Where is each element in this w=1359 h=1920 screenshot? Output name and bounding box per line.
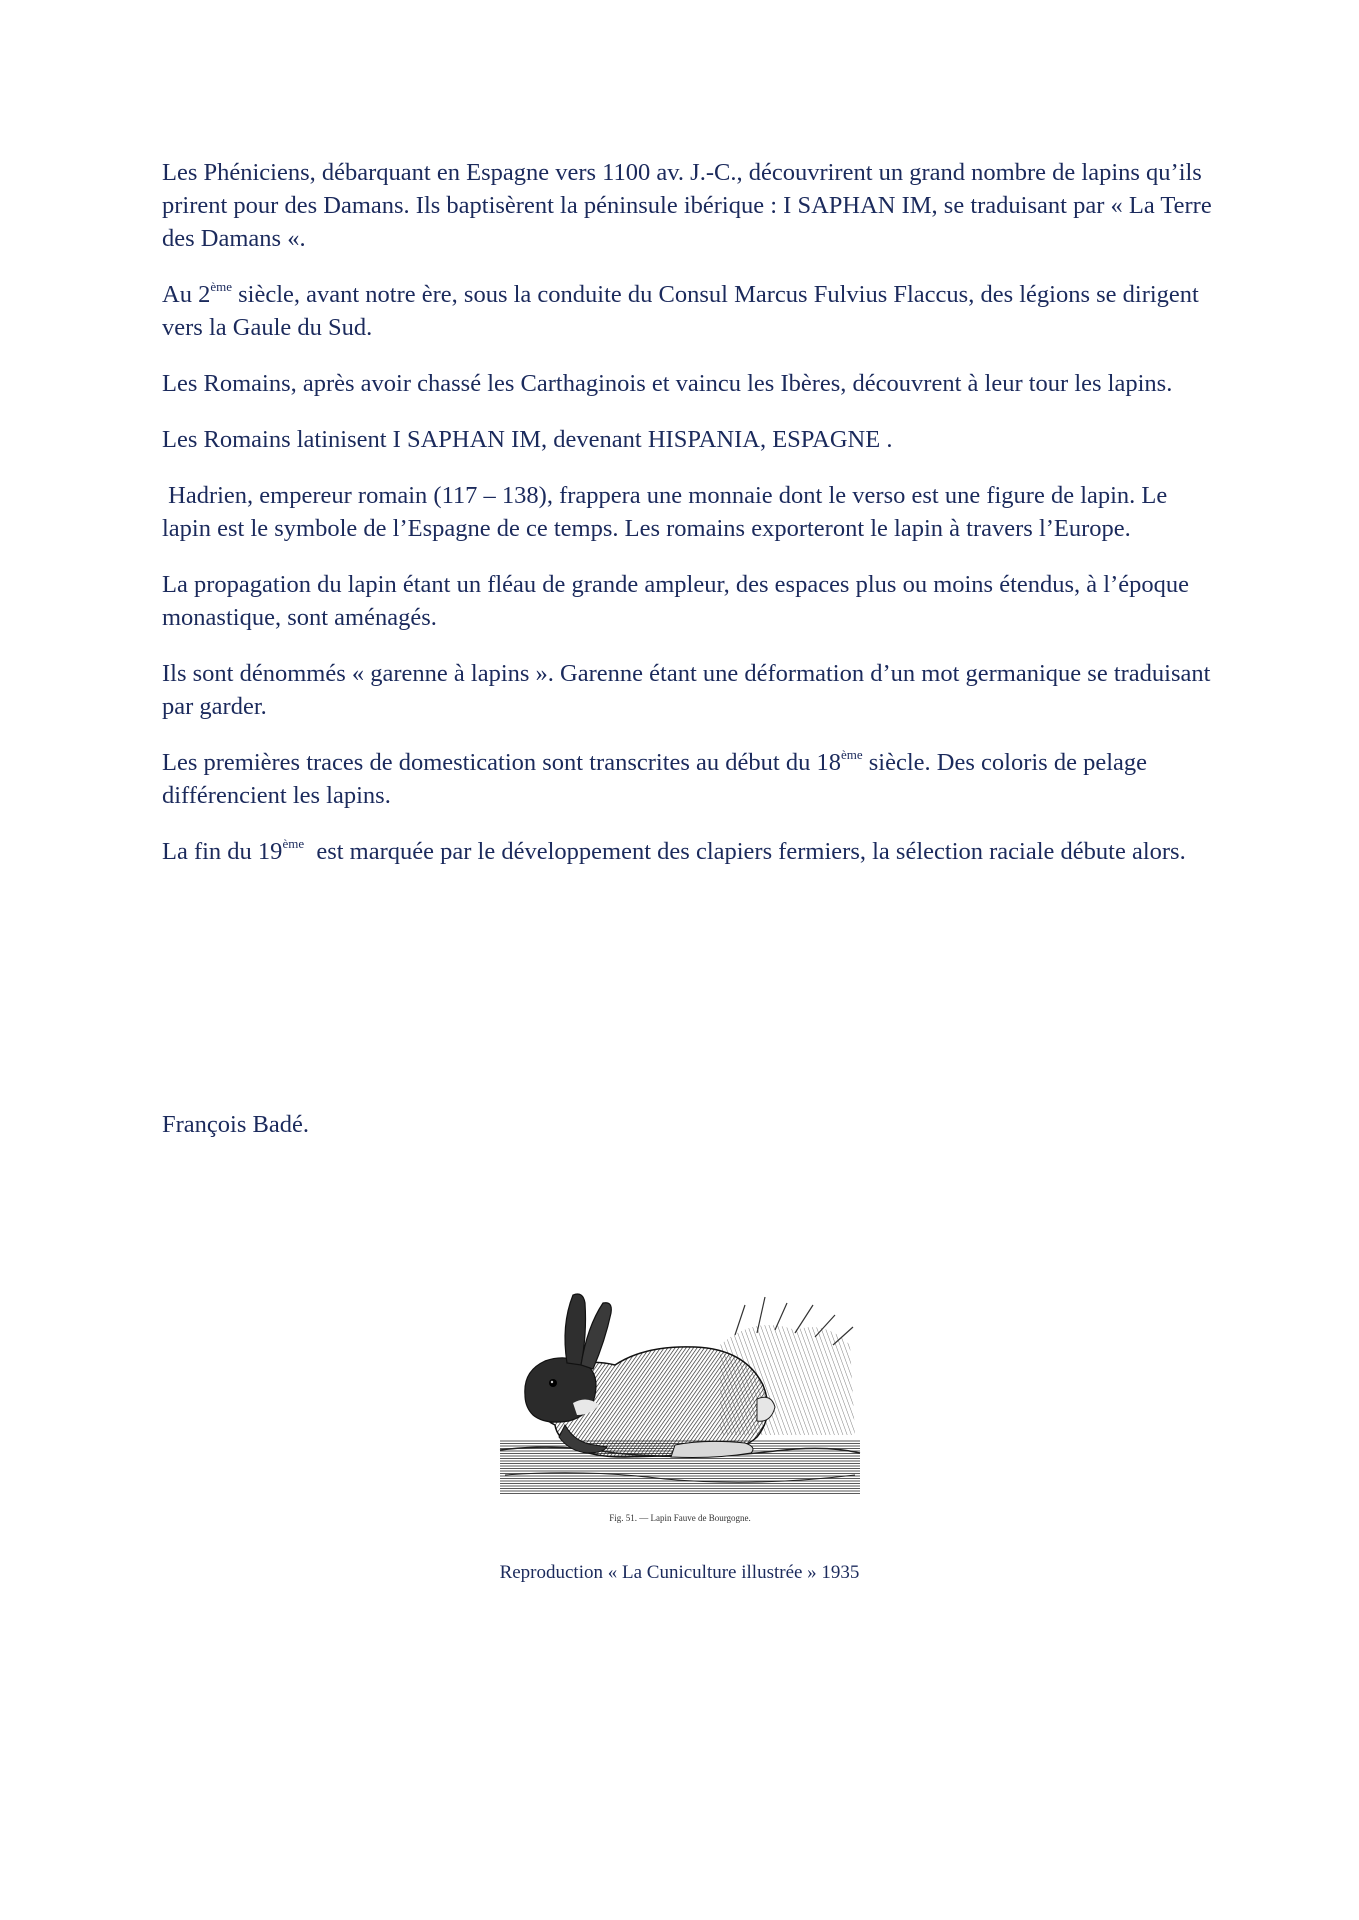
rabbit-engraving-icon: [495, 1275, 865, 1510]
paragraph: La propagation du lapin étant un fléau de grande ampleur, des espaces plus ou moins étendus, à l’époque monastique, sont aménagés.: [162, 571, 1190, 631]
paragraph: Les Romains latinisent I SAPHAN IM, devenant HISPANIA, ESPAGNE .: [162, 426, 893, 453]
author-signature: François Badé.: [162, 1111, 309, 1138]
paragraph: Ils sont dénommés « garenne à lapins ». Garenne étant une déformation d’un mot germanique se traduisant par garder.: [162, 660, 1211, 720]
reproduction-caption: Reproduction « La Cuniculture illustrée » 1935: [499, 1562, 860, 1583]
paragraph: Au 2ème siècle, avant notre ère, sous la conduite du Consul Marcus Fulvius Flaccus, des légions se dirigent vers la Gaule du Sud.: [162, 279, 1199, 341]
rabbit-figure: [495, 1275, 865, 1535]
paragraph: Les premières traces de domestication sont transcrites au début du 18ème siècle. Des coloris de pelage différencient les lapins.: [162, 747, 1147, 809]
paragraph: Les Phéniciens, débarquant en Espagne vers 1100 av. J.-C., découvrirent un grand nombre de lapins qu’ils prirent pour des Damans. Ils baptisèrent la péninsule ibérique : I SAPHAN IM, se traduisant par « La Terre des Damans «.: [162, 159, 1212, 252]
article-body: [162, 156, 1222, 891]
paragraph: Les Romains, après avoir chassé les Carthaginois et vaincu les Ibères, découvrent à leur tour les lapins.: [162, 370, 1173, 397]
paragraph: Hadrien, empereur romain (117 – 138), frappera une monnaie dont le verso est une figure de lapin. Le lapin est le symbole de l’Espagne de ce temps. Les romains exporteront le lapin à travers l’Europe.: [162, 482, 1174, 542]
figure-label: Fig. 51. — Lapin Fauve de Bourgogne.: [609, 1513, 751, 1523]
paragraph: La fin du 19ème est marquée par le développement des clapiers fermiers, la sélection raciale débute alors.: [162, 836, 1186, 865]
